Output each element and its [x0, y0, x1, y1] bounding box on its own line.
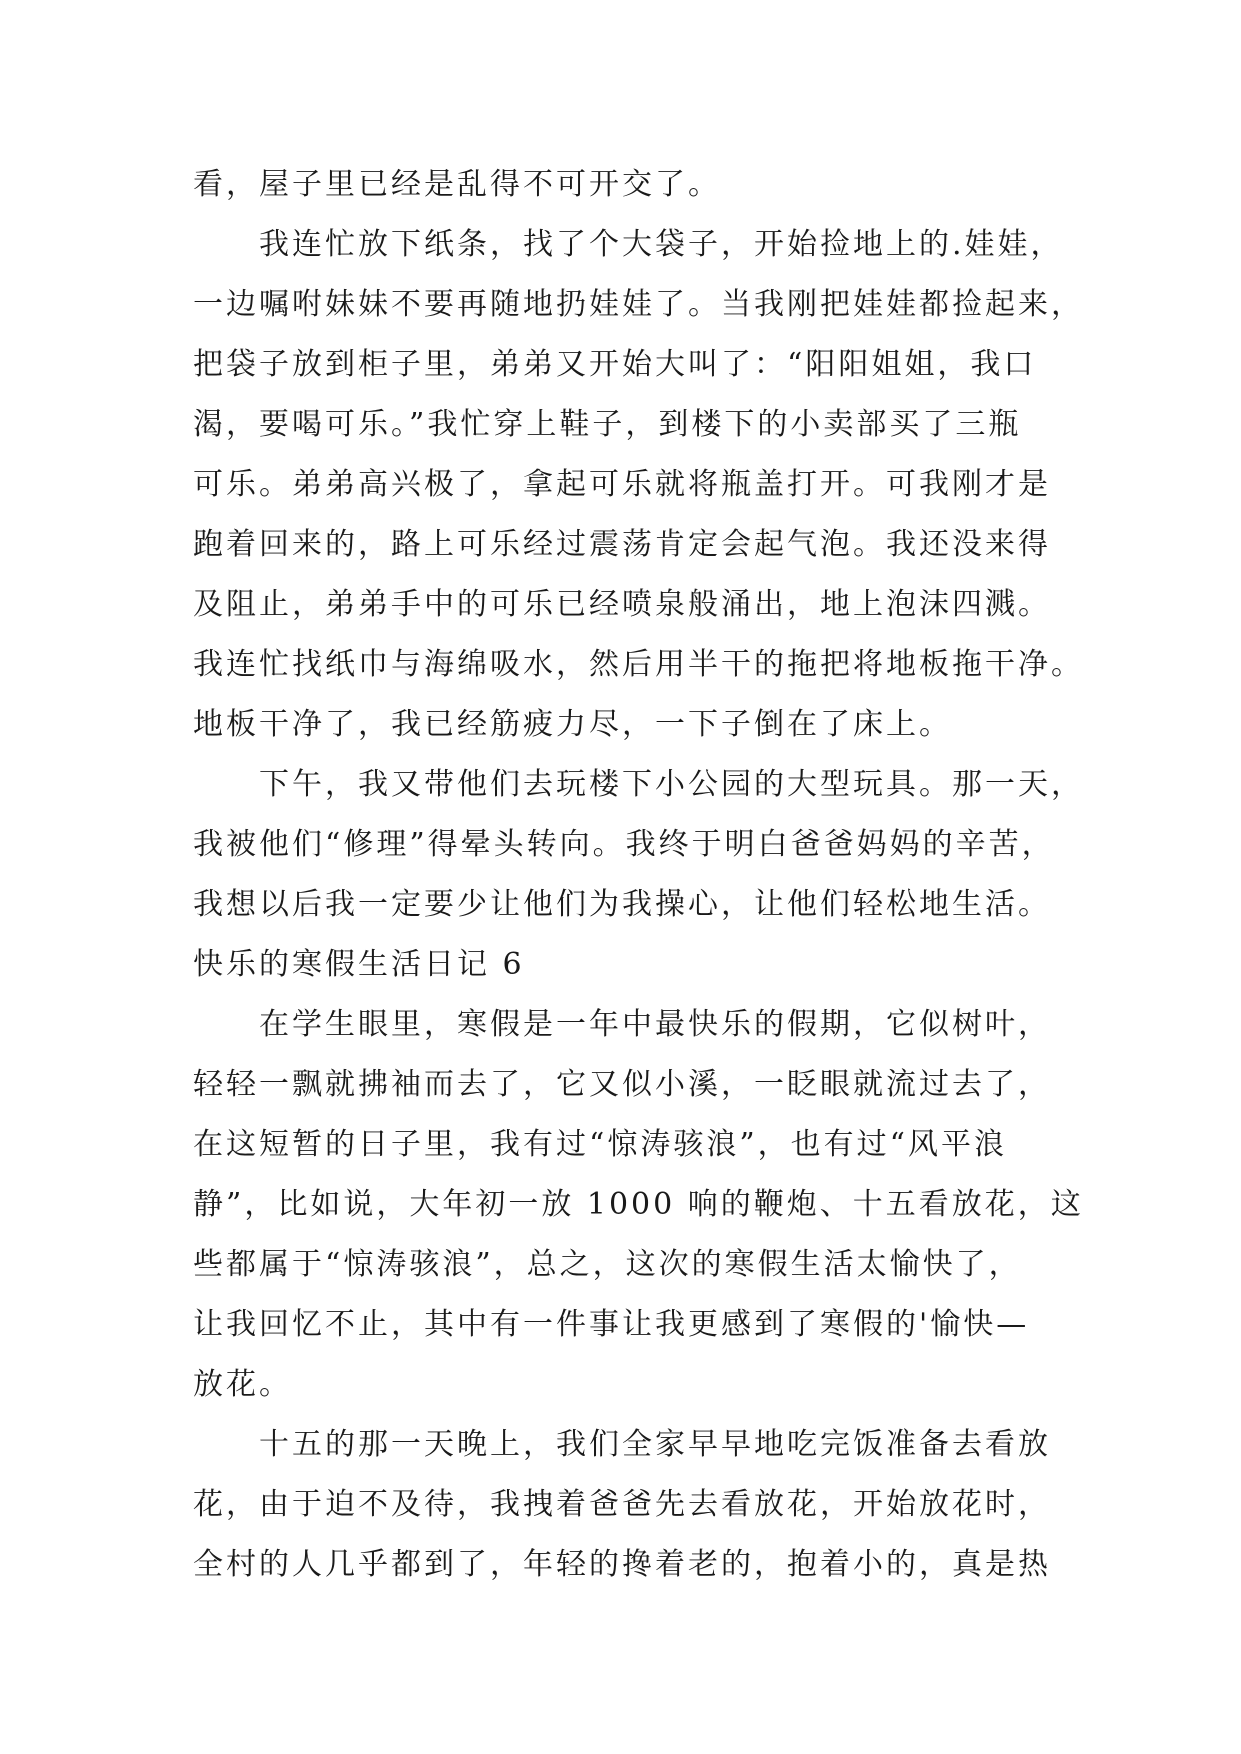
text-line: 静”，比如说，大年初一放 1000 响的鞭炮、十五看放花，这	[193, 1187, 1084, 1222]
text-line: 我被他们“修理”得晕头转向。我终于明白爸爸妈妈的辛苦，	[193, 827, 1055, 862]
text-line: 放花。	[193, 1367, 292, 1402]
text-line: 看，屋子里已经是乱得不可开交了。	[193, 167, 721, 202]
text-line: 我想以后我一定要少让他们为我操心，让他们轻松地生活。	[193, 887, 1051, 922]
text-line: 一边嘱咐妹妹不要再随地扔娃娃了。当我刚把娃娃都捡起来，	[193, 287, 1084, 322]
text-line: 些都属于“惊涛骇浪”，总之，这次的寒假生活太愉快了，	[193, 1247, 1022, 1282]
text-line: 及阻止，弟弟手中的可乐已经喷泉般涌出，地上泡沫四溅。	[193, 587, 1051, 622]
text-line: 可乐。弟弟高兴极了，拿起可乐就将瓶盖打开。可我刚才是	[193, 467, 1051, 502]
text-line: 轻轻一飘就拂袖而去了，它又似小溪，一眨眼就流过去了，	[193, 1067, 1051, 1102]
text-line: 全村的人几乎都到了，年轻的搀着老的，抱着小的，真是热	[193, 1547, 1051, 1582]
text-line: 在这短暂的日子里，我有过“惊涛骇浪”，也有过“风平浪	[193, 1127, 1008, 1162]
document-body	[193, 155, 1093, 1595]
text-line: 让我回忆不止，其中有一件事让我更感到了寒假的'愉快—	[193, 1307, 1030, 1342]
text-line: 跑着回来的，路上可乐经过震荡肯定会起气泡。我还没来得	[193, 527, 1051, 562]
text-line: 花，由于迫不及待，我拽着爸爸先去看放花，开始放花时，	[193, 1487, 1051, 1522]
text-line: 渴，要喝可乐。”我忙穿上鞋子，到楼下的小卖部买了三瓶	[193, 407, 1022, 442]
text-line: 在学生眼里，寒假是一年中最快乐的假期，它似树叶，	[193, 1007, 1051, 1042]
text-line: 十五的那一天晚上，我们全家早早地吃完饭准备去看放	[193, 1427, 1051, 1462]
text-line: 把袋子放到柜子里，弟弟又开始大叫了：“阳阳姐姐，我口	[193, 347, 1037, 382]
text-line: 下午，我又带他们去玩楼下小公园的大型玩具。那一天，	[193, 767, 1084, 802]
section-heading: 快乐的寒假生活日记 6	[193, 947, 525, 982]
text-line: 地板干净了，我已经筋疲力尽，一下子倒在了床上。	[193, 707, 952, 742]
text-line: 我连忙放下纸条，找了个大袋子，开始捡地上的.娃娃，	[193, 227, 1064, 262]
text-line: 我连忙找纸巾与海绵吸水，然后用半干的拖把将地板拖干净。	[193, 647, 1084, 682]
